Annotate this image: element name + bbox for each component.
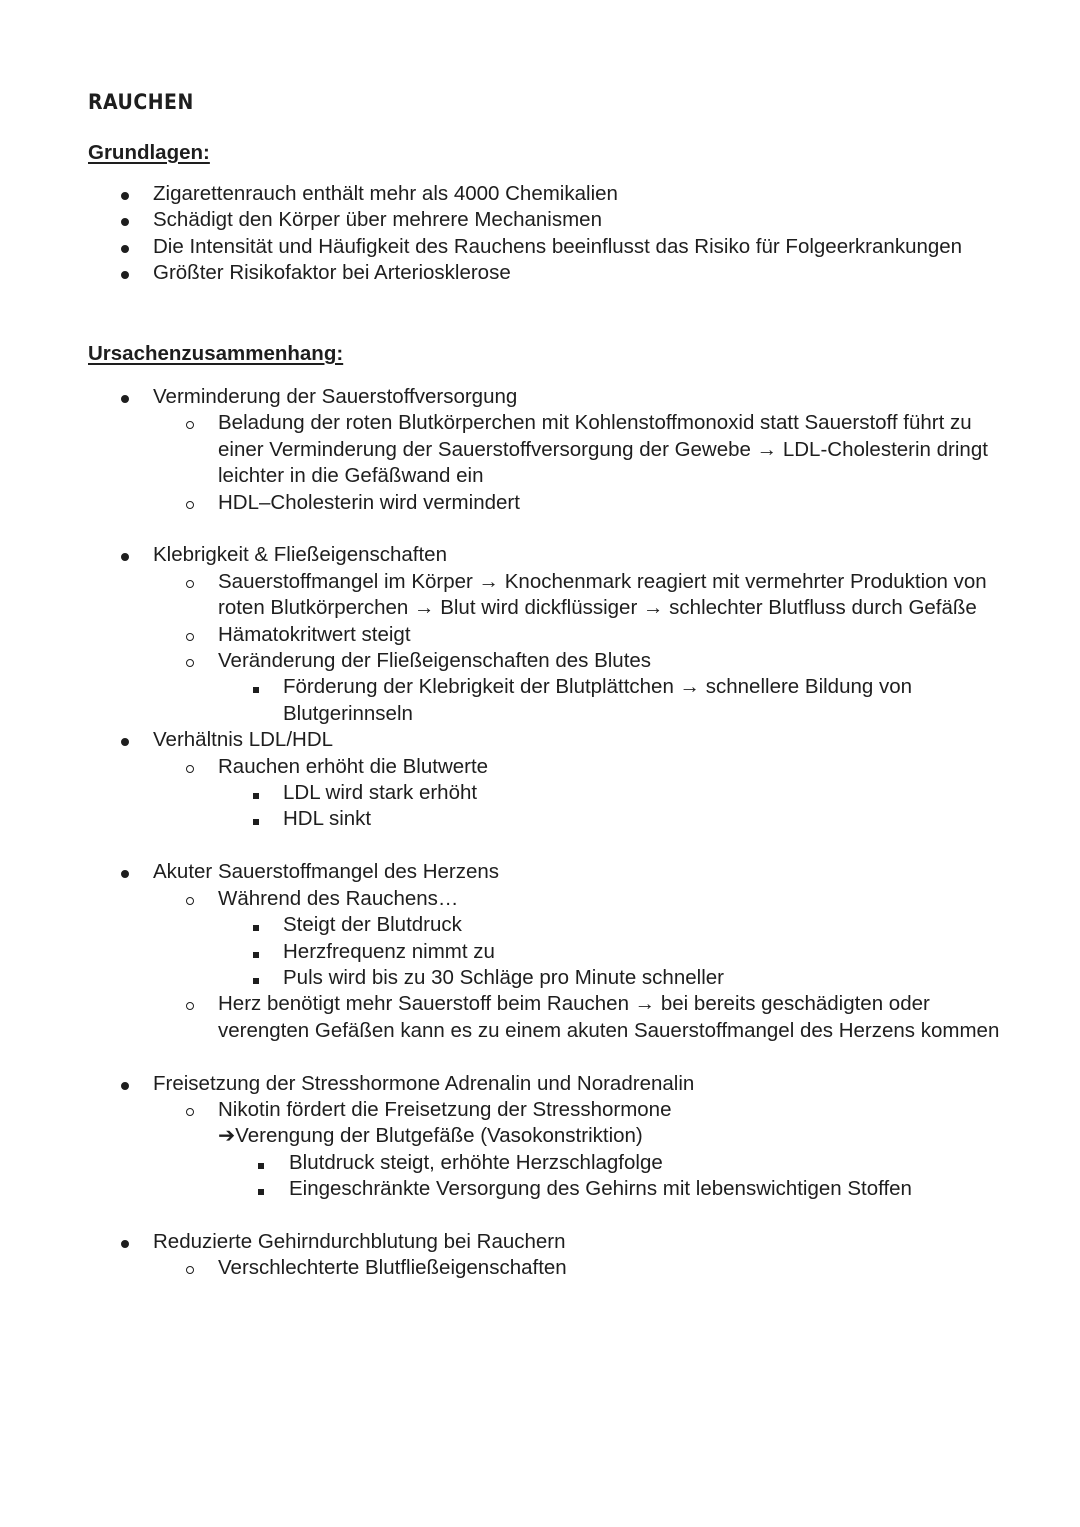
bullet-ring-icon [183, 991, 197, 1017]
sub-list-item: Während des Rauchens… [0, 886, 1080, 912]
list-item: Verhältnis LDL/HDL [0, 727, 1080, 753]
sub-sub-list-item: Eingeschränkte Versorgung des Gehirns mit lebenswichtigen Stoffen [0, 1176, 1080, 1202]
bullet-ring-icon [183, 886, 197, 912]
bullet-ring-icon [183, 490, 197, 516]
list-item: Größter Risikofaktor bei Arteriosklerose [0, 260, 1080, 286]
list-item: Zigarettenrauch enthält mehr als 4000 Chemikalien [0, 181, 1080, 207]
sub-list-item: Nikotin fördert die Freisetzung der Stresshormone [0, 1097, 1080, 1123]
sub-list-item: HDL–Cholesterin wird vermindert [0, 490, 1080, 516]
grundlagen-heading: Grundlagen: [88, 141, 210, 164]
sub-list-item: Herz benötigt mehr Sauerstoff beim Rauchen → bei bereits geschädigten oder verengten Gefäßen kann es zu einem akuten Sauerstoffmangel des Herzens kommen [0, 991, 1080, 1044]
bullet-square-icon [254, 1176, 268, 1202]
sub-list-item: Hämatokritwert steigt [0, 622, 1080, 648]
list-item: Klebrigkeit & Fließeigenschaften [0, 542, 1080, 568]
bullet-square-icon [254, 1150, 268, 1176]
bullet-square-icon [249, 806, 263, 832]
sub-list-item: Verschlechterte Blutfließeigenschaften [0, 1255, 1080, 1281]
grundlagen-list [0, 181, 1080, 287]
sub-list-item: Veränderung der Fließeigenschaften des Blutes [0, 648, 1080, 674]
sub-list-item-continuation: ➔Verengung der Blutgefäße (Vasokonstriktion) [218, 1124, 643, 1148]
bullet-ring-icon [183, 754, 197, 780]
bullet-dot-icon [118, 727, 132, 753]
sub-sub-list-item: Steigt der Blutdruck [0, 912, 1080, 938]
bullet-ring-icon [183, 1255, 197, 1281]
bullet-dot-icon [118, 181, 132, 207]
list-item: Verminderung der Sauerstoffversorgung [0, 384, 1080, 410]
bullet-ring-icon [183, 1097, 197, 1123]
bullet-ring-icon [183, 569, 197, 595]
bullet-dot-icon [118, 859, 132, 885]
bullet-dot-icon [118, 207, 132, 233]
bullet-square-icon [249, 780, 263, 806]
sub-list-item: Rauchen erhöht die Blutwerte [0, 754, 1080, 780]
bullet-dot-icon [118, 234, 132, 260]
ursachen-heading: Ursachenzusammenhang: [88, 342, 344, 365]
bullet-dot-icon [118, 1229, 132, 1255]
bullet-square-icon [249, 912, 263, 938]
spacer [0, 516, 1080, 542]
bullet-square-icon [249, 674, 263, 700]
list-item: Schädigt den Körper über mehrere Mechanismen [0, 207, 1080, 233]
list-item: Reduzierte Gehirndurchblutung bei Rauchern [0, 1229, 1080, 1255]
sub-sub-list-item: Förderung der Klebrigkeit der Blutplättchen → schnellere Bildung von Blutgerinnseln [0, 674, 1080, 727]
list-item: Freisetzung der Stresshormone Adrenalin und Noradrenalin [0, 1071, 1080, 1097]
bullet-dot-icon [118, 1071, 132, 1097]
page-title: RAUCHEN [88, 90, 194, 114]
sub-sub-list-item: Blutdruck steigt, erhöhte Herzschlagfolge [0, 1150, 1080, 1176]
bullet-ring-icon [183, 622, 197, 648]
sub-sub-list-item: Puls wird bis zu 30 Schläge pro Minute schneller [0, 965, 1080, 991]
spacer [0, 1203, 1080, 1229]
sub-sub-list-item: HDL sinkt [0, 806, 1080, 832]
bullet-dot-icon [118, 542, 132, 568]
ursachen-list [0, 384, 1080, 1282]
sub-sub-list-item: Herzfrequenz nimmt zu [0, 939, 1080, 965]
bullet-ring-icon [183, 648, 197, 674]
bullet-ring-icon [183, 410, 197, 436]
list-item: Die Intensität und Häufigkeit des Rauchens beeinflusst das Risiko für Folgeerkrankungen [0, 234, 1080, 260]
list-item: Akuter Sauerstoffmangel des Herzens [0, 859, 1080, 885]
bullet-dot-icon [118, 384, 132, 410]
spacer [0, 833, 1080, 859]
spacer [0, 1044, 1080, 1070]
sub-list-item: Sauerstoffmangel im Körper → Knochenmark reagiert mit vermehrter Produktion von roten Blutkörperchen → Blut wird dickflüssiger → schlechter Blutfluss durch Gefäße [0, 569, 1080, 622]
sub-sub-list-item: LDL wird stark erhöht [0, 780, 1080, 806]
bullet-dot-icon [118, 260, 132, 286]
bullet-square-icon [249, 939, 263, 965]
sub-list-item: Beladung der roten Blutkörperchen mit Kohlenstoffmonoxid statt Sauerstoff führt zu einer Verminderung der Sauerstoffversorgung der Gewebe → LDL-Cholesterin dringt leichter in die Gefäßwand ein [0, 410, 1080, 489]
bullet-square-icon [249, 965, 263, 991]
